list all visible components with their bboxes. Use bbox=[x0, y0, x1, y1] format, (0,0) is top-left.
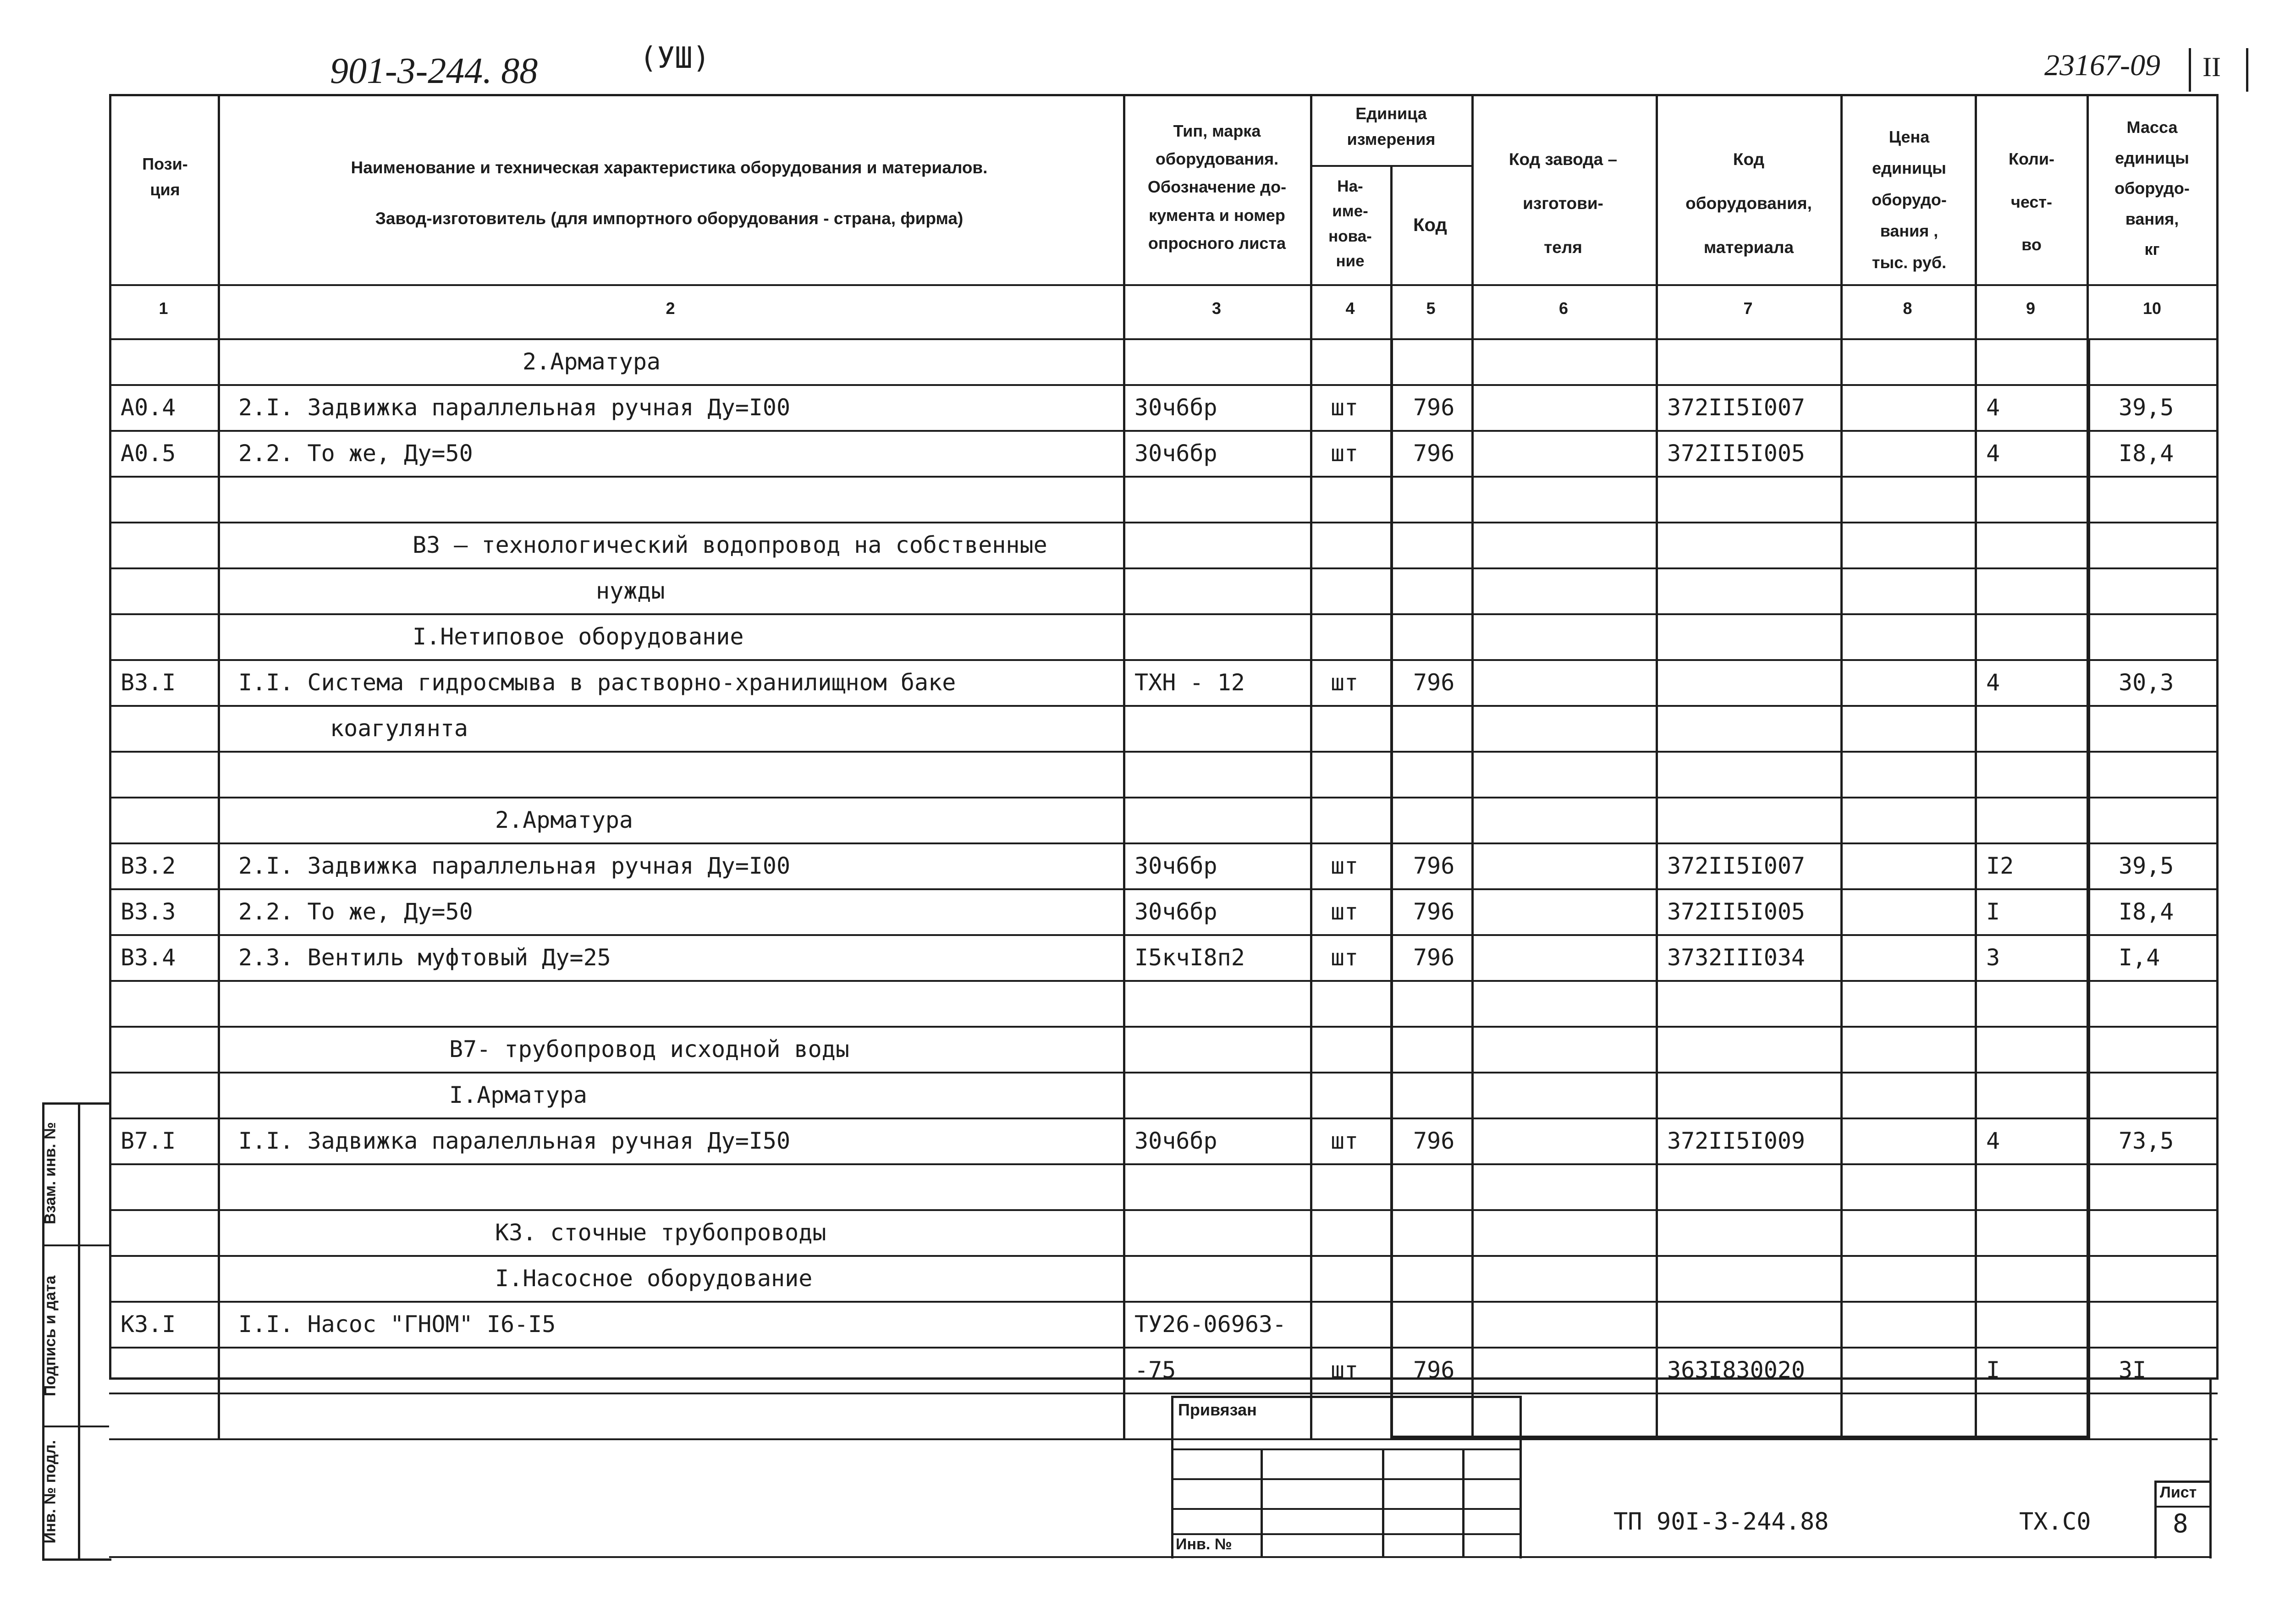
column-number-7: 7 bbox=[1743, 299, 1753, 318]
privyazan-label: Привязан bbox=[1178, 1400, 1257, 1419]
cell-type: I5кчI8п2 bbox=[1134, 944, 1245, 971]
cell-unit-name: шт bbox=[1331, 1128, 1359, 1154]
privyazan-line-3 bbox=[1171, 1508, 1520, 1510]
cell-quantity: I2 bbox=[1986, 853, 2014, 879]
cell-mass: 3I bbox=[2119, 1357, 2147, 1383]
cell-mass: I8,4 bbox=[2119, 440, 2174, 467]
cell-position: В3.I bbox=[121, 669, 176, 696]
col-header-4: На- име- нова- ние bbox=[1328, 177, 1372, 270]
cell-equipment-code: 372II5I007 bbox=[1667, 853, 1806, 879]
roman-mark: (УШ) bbox=[639, 41, 710, 75]
cell-quantity: 4 bbox=[1986, 1128, 2000, 1154]
cell-quantity: 4 bbox=[1986, 669, 2000, 696]
row-divider bbox=[109, 1438, 2218, 1440]
column-number-3: 3 bbox=[1211, 299, 1222, 318]
sheet-label: Лист bbox=[2160, 1484, 2197, 1501]
project-number: 901-3-244. 88 bbox=[330, 51, 538, 91]
column-number-9: 9 bbox=[2026, 299, 2036, 318]
cell-equipment-code: 372II5I009 bbox=[1667, 1128, 1806, 1154]
cell-mass: 39,5 bbox=[2119, 853, 2174, 879]
title-block-bottom bbox=[109, 1556, 2212, 1558]
cell-unit-code: 796 bbox=[1413, 898, 1455, 925]
cell-mass: I,4 bbox=[2119, 944, 2160, 971]
cell-name: 2.3. Вентиль муфтовый Ду=25 bbox=[238, 944, 611, 971]
cell-unit-name: шт bbox=[1331, 853, 1359, 879]
cell-equipment-code: 372II5I007 bbox=[1667, 394, 1806, 421]
column-number-6: 6 bbox=[1558, 299, 1569, 318]
cell-unit-name: шт bbox=[1331, 669, 1359, 696]
cell-name: 2.Арматура bbox=[495, 807, 633, 833]
cell-unit-code: 796 bbox=[1413, 1128, 1455, 1154]
cell-unit-code: 796 bbox=[1413, 853, 1455, 879]
section-code: ТХ.С0 bbox=[2019, 1508, 2091, 1536]
cell-quantity: I bbox=[1986, 1357, 2000, 1383]
cell-name: 2.I. Задвижка параллельная ручная Ду=I00 bbox=[238, 394, 791, 421]
top-right-edge bbox=[2246, 48, 2248, 92]
col-header-9: Коли- чест- во bbox=[2008, 149, 2055, 254]
col-header-5: Код bbox=[1413, 215, 1447, 235]
column-number-8: 8 bbox=[1903, 299, 1912, 318]
privyazan-line-2 bbox=[1171, 1478, 1520, 1480]
column-number-5: 5 bbox=[1426, 299, 1436, 318]
cell-position: В3.4 bbox=[121, 944, 176, 971]
cell-position: В7.I bbox=[121, 1128, 176, 1154]
cell-unit-code: 796 bbox=[1413, 440, 1455, 467]
cell-type: 30ч6бр bbox=[1134, 440, 1217, 467]
cell-type: 30ч6бр bbox=[1134, 853, 1217, 879]
cell-position: В3.3 bbox=[121, 898, 176, 925]
col-header-6: Код завода – изготови- теля bbox=[1509, 150, 1618, 257]
cell-unit-code: 796 bbox=[1413, 1357, 1455, 1383]
cell-type: 30ч6бр bbox=[1134, 1128, 1217, 1154]
title-block-right-edge bbox=[2209, 1380, 2212, 1558]
cell-mass: 30,3 bbox=[2119, 669, 2174, 696]
privyazan-vline-1 bbox=[1261, 1448, 1263, 1556]
column-divider bbox=[218, 94, 220, 1438]
column-number-2: 2 bbox=[666, 299, 675, 318]
cell-name: I.Арматура bbox=[449, 1082, 588, 1108]
cell-mass: 73,5 bbox=[2119, 1128, 2174, 1154]
cell-unit-name: шт bbox=[1331, 394, 1359, 421]
cell-name: К3. сточные трубопроводы bbox=[495, 1219, 826, 1246]
column-number-1: 1 bbox=[159, 299, 168, 318]
cell-name: 2.Арматура bbox=[523, 348, 661, 375]
col-header-3: Тип, марка оборудования. Обозначение до- кумента и номер опросного листа bbox=[1147, 121, 1287, 253]
privyazan-line-4 bbox=[1171, 1533, 1520, 1535]
cell-name: I.Насосное оборудование bbox=[495, 1265, 813, 1292]
cell-quantity: 4 bbox=[1986, 440, 2000, 467]
cell-unit-code: 796 bbox=[1413, 669, 1455, 696]
cell-quantity: I bbox=[1986, 898, 2000, 925]
privyazan-line-1 bbox=[1171, 1448, 1520, 1450]
sheet-box-line bbox=[2154, 1506, 2212, 1508]
cell-name: I.Нетиповое оборудование bbox=[413, 623, 744, 650]
cell-name: В3 – технологический водопровод на собственные bbox=[413, 532, 1047, 558]
unit-group-header: Единица измерения bbox=[1347, 104, 1436, 149]
cell-quantity: 3 bbox=[1986, 944, 2000, 971]
cell-unit-name: шт bbox=[1331, 944, 1359, 971]
cell-position: К3.I bbox=[121, 1311, 176, 1338]
col-header-7: Код оборудования, материала bbox=[1685, 150, 1812, 257]
side-label-vzam: Взам. инв. № bbox=[41, 1122, 59, 1225]
bold-frame bbox=[1390, 338, 2090, 1438]
cell-unit-name: шт bbox=[1331, 1357, 1359, 1383]
cell-equipment-code: 3732III034 bbox=[1667, 944, 1806, 971]
sheet-code: 23167-09 bbox=[2044, 49, 2160, 82]
cell-quantity: 4 bbox=[1986, 394, 2000, 421]
cell-unit-name: шт bbox=[1331, 898, 1359, 925]
privyazan-vline-2 bbox=[1382, 1448, 1384, 1556]
col-header-2: Наименование и техническая характеристика оборудования и материалов. Завод-изготовитель (для импортного оборудования - страна, фирма) bbox=[351, 158, 988, 228]
cell-unit-code: 796 bbox=[1413, 394, 1455, 421]
cell-mass: I8,4 bbox=[2119, 898, 2174, 925]
cell-unit-name: шт bbox=[1331, 440, 1359, 467]
cell-position: В3.2 bbox=[121, 853, 176, 879]
document-code: ТП 90I-3-244.88 bbox=[1613, 1508, 1829, 1536]
cell-equipment-code: 363I830020 bbox=[1667, 1357, 1806, 1383]
side-stamp-line-1 bbox=[42, 1244, 109, 1246]
header-bottom-line bbox=[109, 284, 2218, 286]
sheet-number: 8 bbox=[2173, 1509, 2188, 1539]
sheet-roman: II bbox=[2202, 52, 2221, 82]
cell-name: 2.2. То же, Ду=50 bbox=[238, 440, 473, 467]
col-header-10: Масса единицы оборудо- вания, кг bbox=[2114, 118, 2190, 259]
cell-name: коагулянта bbox=[330, 715, 468, 742]
inv-no-label: Инв. № bbox=[1176, 1536, 1232, 1553]
cell-position: А0.5 bbox=[121, 440, 176, 467]
cell-type: ТХН - 12 bbox=[1134, 669, 1245, 696]
cell-type: 30ч6бр bbox=[1134, 394, 1217, 421]
column-number-10: 10 bbox=[2142, 299, 2162, 318]
unit-group-line bbox=[1310, 165, 1471, 167]
cell-type: -75 bbox=[1134, 1357, 1176, 1383]
side-stamp-line-2 bbox=[42, 1426, 109, 1427]
cell-type: 30ч6бр bbox=[1134, 898, 1217, 925]
cell-name: нужды bbox=[596, 578, 665, 604]
cell-equipment-code: 372II5I005 bbox=[1667, 898, 1806, 925]
col-header-1: Пози- ция bbox=[142, 154, 188, 199]
side-label-inv: Инв. № подл. bbox=[41, 1440, 59, 1544]
top-right-divider bbox=[2189, 48, 2191, 92]
cell-position: А0.4 bbox=[121, 394, 176, 421]
cell-name: I.I. Задвижка паралелльная ручная Ду=I50 bbox=[238, 1128, 791, 1154]
privyazan-vline-3 bbox=[1462, 1448, 1465, 1556]
cell-name: I.I. Система гидросмыва в растворно-хранилищном баке bbox=[238, 669, 956, 696]
cell-name: 2.2. То же, Ду=50 bbox=[238, 898, 473, 925]
column-divider bbox=[1123, 94, 1125, 1438]
cell-unit-code: 796 bbox=[1413, 944, 1455, 971]
cell-equipment-code: 372II5I005 bbox=[1667, 440, 1806, 467]
cell-name: I.I. Насос "ГНОМ" I6-I5 bbox=[238, 1311, 556, 1338]
cell-name: В7- трубопровод исходной воды bbox=[449, 1036, 849, 1062]
cell-mass: 39,5 bbox=[2119, 394, 2174, 421]
side-stamp-divider bbox=[78, 1102, 80, 1558]
col-header-8: Цена единицы оборудо- вания , тыс. руб. bbox=[1872, 127, 1947, 272]
cell-type: ТУ26-06963- bbox=[1134, 1311, 1287, 1338]
column-divider bbox=[1310, 94, 1312, 1438]
side-label-podpis: Подпись и дата bbox=[41, 1275, 59, 1397]
column-number-4: 4 bbox=[1345, 299, 1355, 318]
cell-name: 2.I. Задвижка параллельная ручная Ду=I00 bbox=[238, 853, 791, 879]
